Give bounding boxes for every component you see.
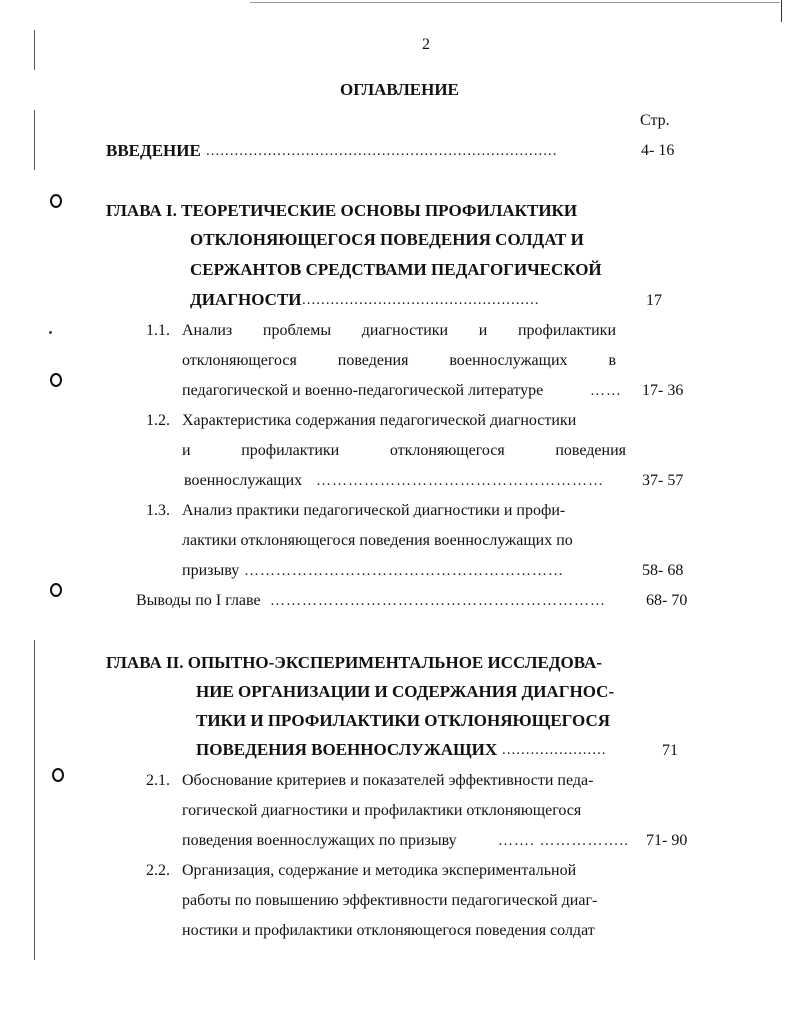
section-line: призыву xyxy=(182,562,240,579)
chapter2-leader: ...................... xyxy=(502,742,607,758)
section-line: гогической диагностики и профилактики отклоняющегося xyxy=(182,802,582,819)
intro-label: ВВЕДЕНИЕ xyxy=(106,141,201,160)
section-pages: 37- 57 xyxy=(642,472,684,489)
chapter2-title-line: ГЛАВА II. ОПЫТНО-ЭКСПЕРИМЕНТАЛЬНОЕ ИССЛЕДОВА- xyxy=(106,653,602,672)
conclusion-label: Выводы по I главе xyxy=(136,592,261,609)
section-line: Обоснование критериев и показателей эффективности педа- xyxy=(182,772,594,789)
punch-hole-mark xyxy=(50,373,62,387)
section-leader: …… xyxy=(590,383,622,399)
page-column-header: Стр. xyxy=(640,112,670,129)
section-line: Анализ проблемы диагностики и профилактики xyxy=(182,322,616,339)
chapter2-title-line: ПОВЕДЕНИЯ ВОЕННОСЛУЖАЩИХ xyxy=(196,740,498,759)
chapter1-title-line: ДИАГНОСТИ xyxy=(190,290,302,309)
intro-leader: .......................................................................... xyxy=(206,143,558,159)
section-pages: 17- 36 xyxy=(642,382,684,399)
punch-hole-mark xyxy=(50,194,62,208)
scan-margin-line xyxy=(34,30,35,70)
chapter1-leader: .................................................. xyxy=(302,292,540,308)
section-line: и профилактики отклоняющегося поведения xyxy=(182,442,626,459)
section-line: Организация, содержание и методика экспериментальной xyxy=(182,862,577,879)
scan-margin-line xyxy=(34,640,35,960)
page-number: 2 xyxy=(422,36,430,53)
section-leader: ……………………………………………… xyxy=(316,473,604,489)
section-pages: 71- 90 xyxy=(646,832,688,849)
intro-pages: 4- 16 xyxy=(641,142,675,159)
punch-hole-mark xyxy=(50,583,62,597)
section-line: лактики отклоняющегося поведения военнослужащих по xyxy=(182,532,573,549)
section-number: 2.2. xyxy=(146,862,170,879)
section-line: Характеристика содержания педагогической диагностики xyxy=(182,412,577,429)
section-number: 2.1. xyxy=(146,772,170,789)
section-line: отклоняющегося поведения военнослужащих в xyxy=(182,352,616,369)
scan-edge-line xyxy=(781,0,782,22)
scan-margin-line xyxy=(34,110,35,170)
section-line: педагогической и военно-педагогической литературе xyxy=(182,382,544,399)
section-line: поведения военнослужащих по призыву xyxy=(182,832,457,849)
chapter1-title-line: СЕРЖАНТОВ СРЕДСТВАМИ ПЕДАГОГИЧЕСКОЙ xyxy=(190,260,602,279)
chapter2-title-line: НИЕ ОРГАНИЗАЦИИ И СОДЕРЖАНИЯ ДИАГНОС- xyxy=(196,682,615,701)
scan-speck xyxy=(49,331,52,334)
section-number: 1.1. xyxy=(146,322,170,339)
chapter1-title-line: ГЛАВА I. ТЕОРЕТИЧЕСКИЕ ОСНОВЫ ПРОФИЛАКТИКИ xyxy=(106,201,578,220)
chapter2-pages: 71 xyxy=(662,742,678,759)
section-leader: ……. …………….. xyxy=(498,833,629,849)
chapter2-title-line: ТИКИ И ПРОФИЛАКТИКИ ОТКЛОНЯЮЩЕГОСЯ xyxy=(196,711,611,730)
section-leader: …………………………………………………… xyxy=(244,563,564,579)
chapter1-pages: 17 xyxy=(646,292,662,309)
punch-hole-mark xyxy=(52,768,64,782)
conclusion-pages: 68- 70 xyxy=(646,592,688,609)
scan-edge-line xyxy=(250,2,780,3)
chapter1-title-line: ОТКЛОНЯЮЩЕГОСЯ ПОВЕДЕНИЯ СОЛДАТ И xyxy=(190,230,584,249)
section-line: ностики и профилактики отклоняющегося поведения солдат xyxy=(182,922,595,939)
section-line: военнослужащих xyxy=(184,472,303,489)
section-pages: 58- 68 xyxy=(642,562,684,579)
section-line: Анализ практики педагогической диагностики и профи- xyxy=(182,502,566,519)
toc-title: ОГЛАВЛЕНИЕ xyxy=(340,80,459,99)
conclusion-leader: ……………………………………………………… xyxy=(270,593,606,609)
section-number: 1.2. xyxy=(146,412,170,429)
section-line: работы по повышению эффективности педагогической диаг- xyxy=(182,892,598,909)
section-number: 1.3. xyxy=(146,502,170,519)
